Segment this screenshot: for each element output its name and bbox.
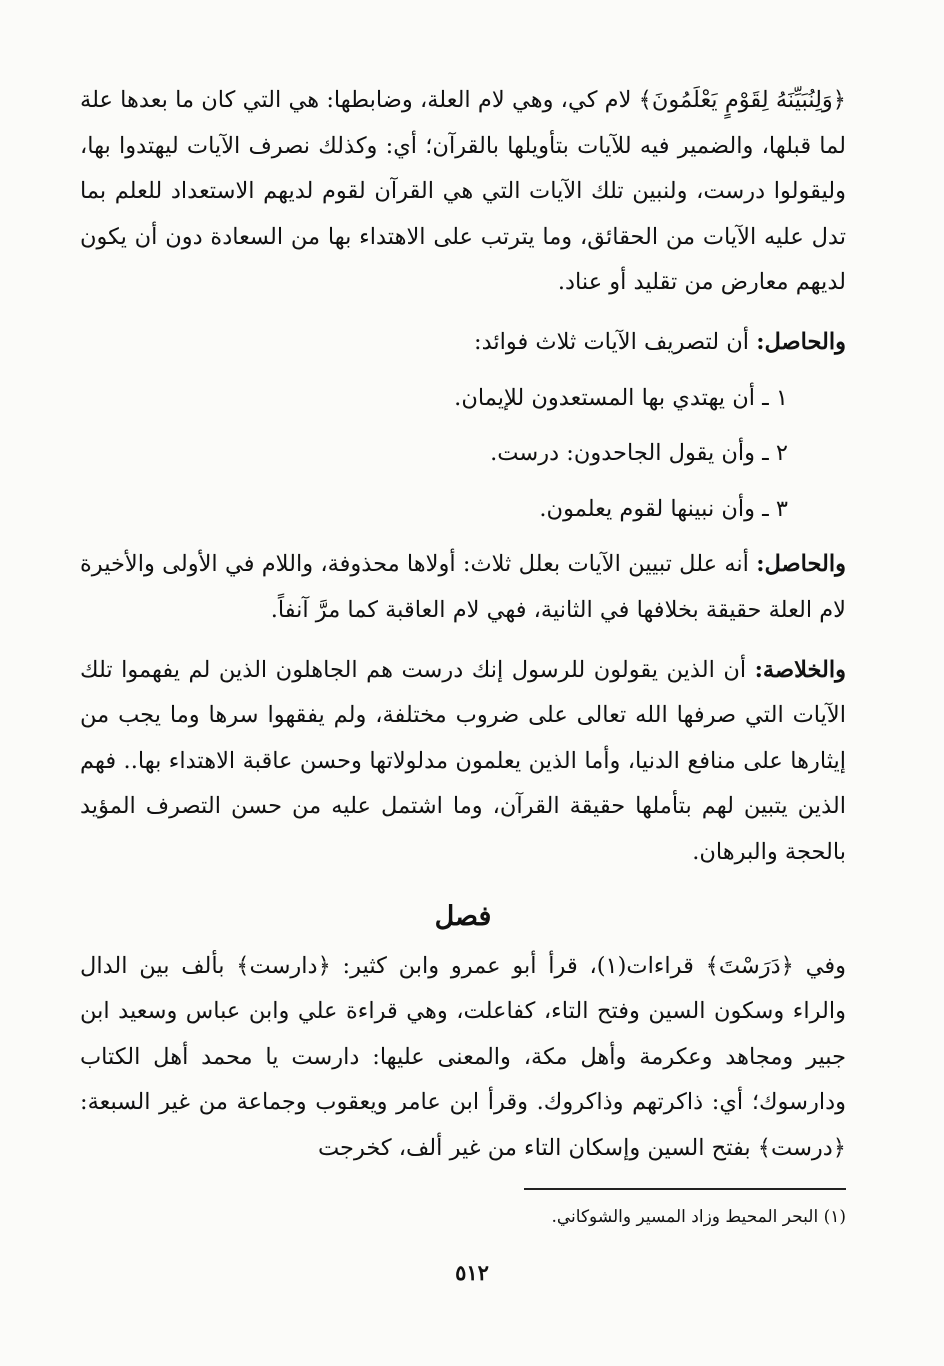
paragraph-2-text: أن لتصريف الآيات ثلاث فوائد: <box>473 328 757 355</box>
section-heading: فصل <box>434 900 492 932</box>
paragraph-4-text: أن الذين يقولون للرسول إنك درست هم الجاهلون الذين لم يفهموا تلك الآيات التي صرفها الله تعالى على ضروب مختلفة، ولم يفقهوا سرها وما يجب من إيثارها على منافع الدنيا، وأما الذين يعلمون مدلولاتها وحسن عاقبة الاهتداء بها.. فهم الذين يتبين لهم بتأملها حقيقة القرآن، وما اشتمل عليه من حسن التصرف المؤيد بالحجة والبرهان. <box>80 656 846 865</box>
paragraph-4 <box>80 648 846 876</box>
paragraph-3-lead: والحاصل: <box>756 551 846 578</box>
footnote: (١) البحر المحيط وزاد المسير والشوكاني. <box>551 1207 846 1227</box>
paragraph-4-lead: والخلاصة: <box>754 656 846 683</box>
paragraph-3-text: أنه علل تبيين الآيات بعلل ثلاث: أولاها محذوفة، واللام في الأولى والأخيرة لام العلة حقيقة بخلافها في الثانية، فهي لام العاقبة كما مرَّ آنفاً. <box>80 551 846 623</box>
paragraph-1: ﴿وَلِنُبَيِّنَهُ لِقَوْمٍ يَعْلَمُونَ﴾ لام كي، وهي لام العلة، وضابطها: هي التي كان ما بعدها علة لما قبلها، والضمير فيه للآيات بتأويلها بالقرآن؛ أي: وكذلك نصرف الآيات ليهتدوا بها، وليقولوا درست، ولنبين تلك الآيات التي هي القرآن لقوم لديهم الاستعداد للعلم بما تدل عليه الآيات من الحقائق، وما يترتب على الاهتداء بها من السعادة دون أن يكون لديهم معارض من تقليد أو عناد. <box>80 87 846 296</box>
list-item-3: ٣ ـ وأن نبينها لقوم يعلمون. <box>539 495 788 522</box>
page-number: ٥١٢ <box>455 1260 489 1285</box>
paragraph-2-lead: والحاصل: <box>756 328 846 355</box>
paragraph-2 <box>80 320 846 366</box>
paragraph-5: وفي ﴿دَرَسْتَ﴾ قراءات(١)، قرأ أبو عمرو وابن كثير: ﴿دارست﴾ بألف بين الدال والراء وسكون السين وفتح التاء، كفاعلت، وهي قراءة علي وابن عباس وسعيد ابن جبير ومجاهد وعكرمة وأهل مكة، والمعنى عليها: دارست يا محمد أهل الكتاب ودارسوك؛ أي: ذاكرتهم وذاكروك. وقرأ ابن عامر ويعقوب وجماعة من غير السبعة: ﴿درست﴾ بفتح السين وإسكان التاء من غير ألف، كخرجت <box>80 952 846 1161</box>
list-item-1: ١ ـ أن يهتدي بها المستعدون للإيمان. <box>454 384 788 411</box>
footnote-divider <box>524 1188 846 1190</box>
page-body <box>80 78 846 1171</box>
paragraph-3 <box>80 542 846 633</box>
list-item-2: ٢ ـ وأن يقول الجاحدون: درست. <box>490 440 788 467</box>
